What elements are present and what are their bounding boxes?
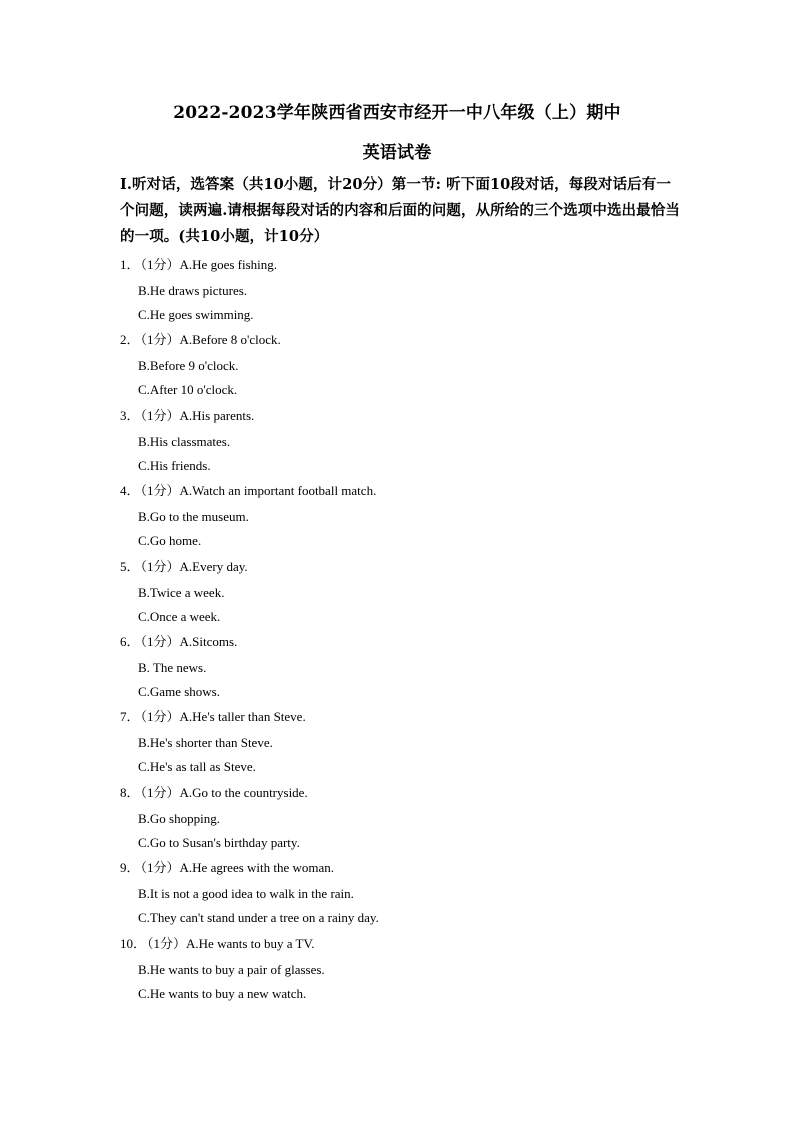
question-points: （1分） <box>140 332 180 348</box>
question-9 <box>0 857 794 932</box>
question-6 <box>0 631 794 706</box>
question-number: 3． <box>120 407 140 423</box>
question-list <box>0 254 794 1008</box>
option-a: A.He agrees with the woman. <box>179 860 335 876</box>
question-points: （1分） <box>147 935 187 951</box>
question-points: （1分） <box>140 558 180 574</box>
option-a: A.Go to the countryside. <box>179 784 308 800</box>
option-b: B. The news. <box>138 659 207 675</box>
question-1 <box>0 254 794 329</box>
option-b: B.He wants to buy a pair of glasses. <box>138 961 325 977</box>
question-number: 6． <box>120 633 140 649</box>
question-number: 4． <box>120 483 140 499</box>
option-b: B.It is not a good idea to walk in the rain. <box>138 886 354 902</box>
question-number: 2． <box>120 332 140 348</box>
question-3 <box>0 405 794 480</box>
option-b: B.He draws pictures. <box>138 283 248 298</box>
question-points: （1分） <box>140 860 180 876</box>
question-number: 10． <box>120 935 147 951</box>
option-c: C.Game shows. <box>138 683 220 699</box>
option-c: C.He wants to buy a new watch. <box>138 985 307 1001</box>
option-c: C.Go home. <box>138 533 202 549</box>
option-a: A.He's taller than Steve. <box>179 709 306 725</box>
question-points: （1分） <box>140 709 180 725</box>
option-b: B.Go to the museum. <box>138 509 249 525</box>
question-points: （1分） <box>140 633 180 649</box>
question-7 <box>0 706 794 781</box>
question-stem <box>120 936 314 952</box>
section-heading: Ⅰ.听对话，选答案（共10小题，计20分）第一节: 听下面10段对话，每段对话后有一个问题，读两遍.请根据每段对话的内容和后面的问题，从所给的三个选项中选出最恰当的一项。(共10小题，计10分） <box>120 176 680 245</box>
option-c: C.Once a week. <box>138 608 221 624</box>
question-number: 8． <box>120 784 140 800</box>
exam-title-line2: 英语试卷 <box>362 143 432 163</box>
question-points: （1分） <box>140 257 180 272</box>
option-c: C.They can't stand under a tree on a rainy day. <box>138 910 379 926</box>
option-a: A.Every day. <box>179 558 248 574</box>
option-a: A.He goes fishing. <box>179 257 278 272</box>
option-b: B.Go shopping. <box>138 810 220 826</box>
option-b: B.He's shorter than Steve. <box>138 735 273 751</box>
question-stem <box>120 483 376 499</box>
option-a: A.His parents. <box>179 407 255 423</box>
question-number: 9． <box>120 860 140 876</box>
question-points: （1分） <box>140 784 180 800</box>
exam-title-line1: 2022-2023学年陕西省西安市经开一中八年级（上）期中 <box>173 103 621 123</box>
option-c: C.After 10 o'clock. <box>138 382 238 398</box>
question-8 <box>0 782 794 857</box>
question-number: 1． <box>120 257 140 272</box>
question-stem <box>120 408 254 424</box>
question-5 <box>0 556 794 631</box>
option-a: A.Sitcoms. <box>179 633 238 649</box>
question-stem <box>120 257 277 273</box>
option-c: C.His friends. <box>138 457 211 473</box>
option-a: A.Watch an important football match. <box>179 483 377 499</box>
question-stem <box>120 860 334 876</box>
question-2 <box>0 329 794 404</box>
question-stem <box>120 634 237 650</box>
question-4 <box>0 480 794 555</box>
question-stem <box>120 709 306 725</box>
question-points: （1分） <box>140 483 180 499</box>
question-stem <box>120 785 308 801</box>
option-a: A.He wants to buy a TV. <box>186 935 315 951</box>
question-number: 7． <box>120 709 140 725</box>
option-b: B.Before 9 o'clock. <box>138 358 239 374</box>
question-stem <box>120 332 281 348</box>
question-number: 5． <box>120 558 140 574</box>
option-a: A.Before 8 o'clock. <box>179 332 281 348</box>
option-b: B.Twice a week. <box>138 584 225 600</box>
question-points: （1分） <box>140 407 180 423</box>
option-b: B.His classmates. <box>138 433 231 449</box>
question-10 <box>0 933 794 1008</box>
question-stem <box>120 559 248 575</box>
option-c: C.He's as tall as Steve. <box>138 759 256 775</box>
option-c: C.He goes swimming. <box>138 307 254 322</box>
option-c: C.Go to Susan's birthday party. <box>138 834 300 850</box>
